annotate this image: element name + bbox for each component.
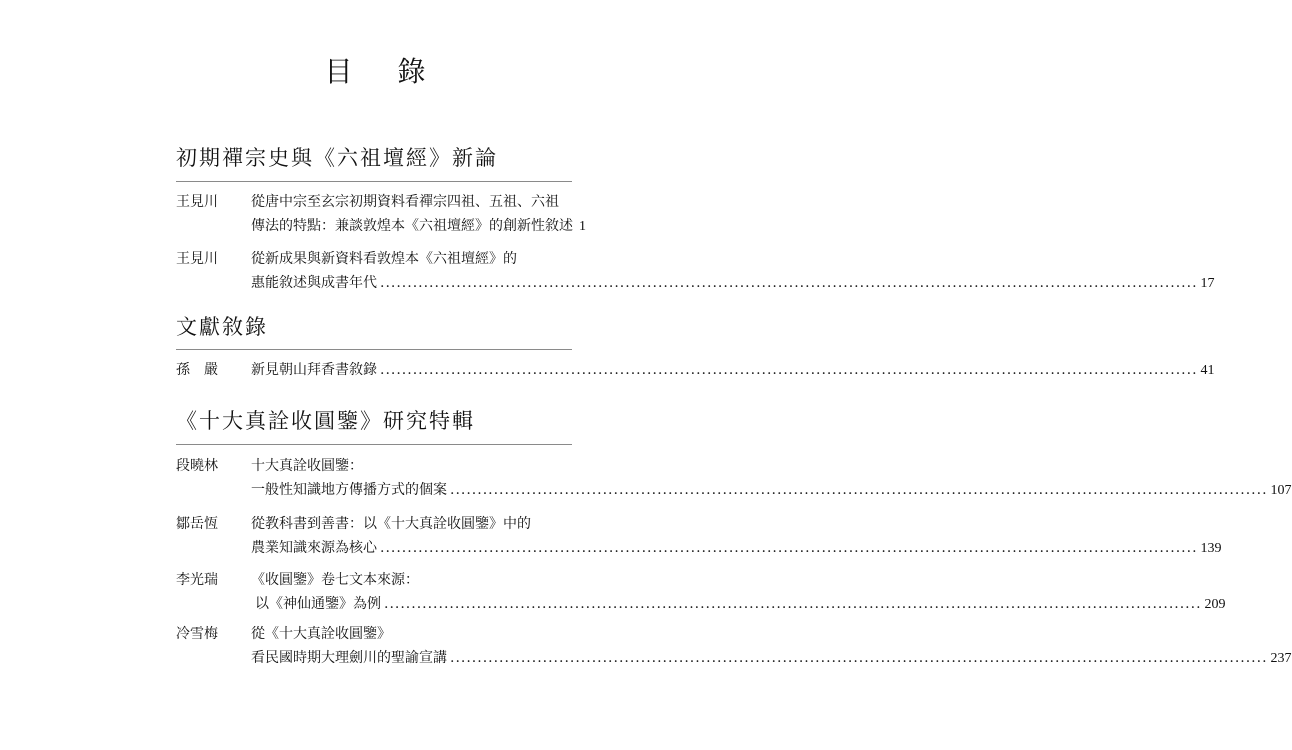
toc-entry[interactable] <box>176 568 1226 616</box>
entry-title-line: 從新成果與新資料看敦煌本《六祖壇經》的 <box>251 251 517 267</box>
entry-page-number: 107 <box>1270 483 1292 498</box>
section-divider <box>176 444 572 445</box>
entry-title-line: 從《十大真詮收圓鑒》 <box>251 626 391 642</box>
entry-title-line-with-page <box>251 536 1222 560</box>
section-divider <box>176 349 572 350</box>
entry-title-line: 傳法的特點：兼談敦煌本《六祖壇經》的創新性敘述 <box>251 218 573 234</box>
page-title: 目 錄 <box>324 55 444 88</box>
section-title: 初期禪宗史與《六祖壇經》新論 <box>176 146 498 170</box>
toc-entry[interactable] <box>176 247 1215 295</box>
entry-title-line: 十大真詮收圓鑒： <box>251 458 363 474</box>
leader-dots <box>380 536 1198 560</box>
entry-author: 冷雪梅 <box>176 626 218 642</box>
leader-dots <box>450 646 1268 670</box>
entry-title-line: 《收圓鑒》卷七文本來源： <box>251 572 419 588</box>
entry-page-number: 237 <box>1270 651 1292 666</box>
entry-author: 鄒岳恆 <box>176 516 218 532</box>
entry-author: 王見川 <box>176 194 218 210</box>
entry-title-line: 以《神仙通鑒》為例 <box>255 596 381 612</box>
entry-page-number: 1 <box>579 219 586 234</box>
entry-title-line: 看民國時期大理劍川的聖諭宣講 <box>251 650 447 666</box>
toc-entry[interactable] <box>176 190 586 238</box>
entry-title-line-with-page <box>251 646 1292 670</box>
section-divider <box>176 181 572 182</box>
leader-dots <box>380 271 1198 295</box>
entry-title-line-with-page <box>251 478 1292 502</box>
entry-page-number: 209 <box>1204 597 1226 612</box>
entry-page-number: 17 <box>1200 276 1215 291</box>
entry-title-line: 新見朝山拜香書敘錄 <box>251 362 377 378</box>
leader-dots <box>380 358 1198 382</box>
entry-page-number: 139 <box>1200 541 1222 556</box>
toc-entry[interactable] <box>176 358 1215 382</box>
entry-title-line: 從唐中宗至玄宗初期資料看禪宗四祖、五祖、六祖 <box>251 194 559 210</box>
entry-author: 王見川 <box>176 251 218 267</box>
entry-page-number: 41 <box>1200 363 1215 378</box>
leader-dots <box>384 592 1202 616</box>
entry-title-line: 惠能敘述與成書年代 <box>251 275 377 291</box>
entry-title-line-with-page <box>251 358 1215 382</box>
entry-title-line-with-page <box>251 214 586 238</box>
toc-entry[interactable] <box>176 512 1222 560</box>
entry-title-line: 農業知識來源為核心 <box>251 540 377 556</box>
entry-author: 李光瑞 <box>176 572 218 588</box>
toc-entry[interactable] <box>176 622 1292 670</box>
entry-title-line-with-page <box>255 592 1226 616</box>
entry-author: 段曉林 <box>176 458 218 474</box>
leader-dots <box>450 478 1268 502</box>
entry-title-line: 從教科書到善書：以《十大真詮收圓鑒》中的 <box>251 516 531 532</box>
entry-title-line-with-page <box>251 271 1215 295</box>
section-title: 《十大真詮收圓鑒》研究特輯 <box>176 409 475 433</box>
entry-author: 孫 嚴 <box>176 362 218 378</box>
toc-entry[interactable] <box>176 454 1292 502</box>
entry-title-line: 一般性知識地方傳播方式的個案 <box>251 482 447 498</box>
section-title: 文獻敘錄 <box>176 315 268 339</box>
